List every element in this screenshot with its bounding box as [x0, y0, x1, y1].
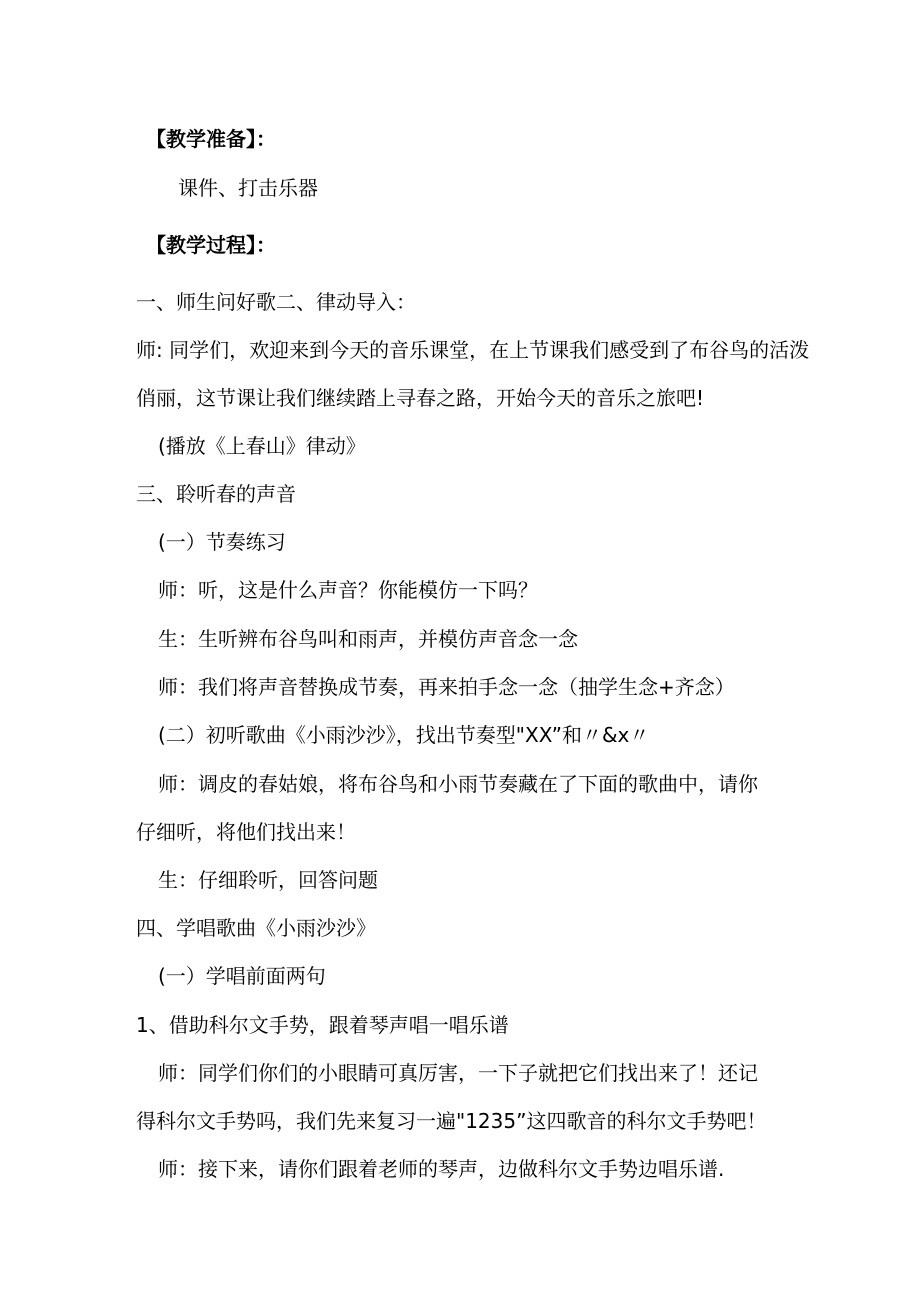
- paragraph-line: 师: 同学们，欢迎来到今天的音乐课堂，在上节课我们感受到了布谷鸟的活泼: [136, 338, 810, 362]
- paragraph-line: 得科尔文手势吗，我们先来复习一遍"1235”这四歌音的科尔文手势吧！: [136, 1109, 767, 1133]
- paragraph-line: 师：调皮的春姑娘，将布谷鸟和小雨节奏藏在了下面的歌曲中，请你: [158, 772, 758, 796]
- subsection-heading: (二）初听歌曲《小雨沙沙》，找出节奏型"XX”和〃&x〃: [158, 723, 650, 747]
- section-four: 四、学唱歌曲《小雨沙沙》: [136, 916, 376, 940]
- preparation-materials: 课件、打击乐器: [178, 176, 318, 200]
- paragraph-line: 俏丽，这节课让我们继续踏上寻春之路，开始今天的音乐之旅吧!: [136, 386, 705, 410]
- paragraph-line: 师：接下来，请你们跟着老师的琴声，边做科尔文手势边唱乐谱.: [158, 1157, 725, 1181]
- paragraph-line: 师：我们将声音替换成节奏，再来拍手念一念（抽学生念+齐念）: [158, 675, 735, 699]
- paragraph-line: (播放《上春山》律动》: [158, 434, 366, 458]
- heading-teaching-process: 【教学过程】：: [146, 233, 276, 257]
- subsection-heading: (一）学唱前面两句: [158, 964, 326, 988]
- paragraph-line: 仔细听，将他们找出来！: [136, 820, 356, 844]
- paragraph-line: 师：同学们你们的小眼睛可真厉害，一下子就把它们找出来了！还记: [158, 1061, 758, 1085]
- paragraph-line: 生：生听辨布谷鸟叫和雨声，并模仿声音念一念: [158, 627, 578, 651]
- section-one-two: 一、师生问好歌二、律动导入：: [136, 290, 416, 314]
- subsection-heading: (一）节奏练习: [158, 530, 286, 554]
- heading-teaching-preparation: 【教学准备】：: [146, 127, 276, 151]
- section-three: 三、聆听春的声音: [136, 482, 296, 506]
- paragraph-line: 生：仔细聆听，回答问题: [158, 868, 378, 892]
- paragraph-line: 1、借助科尔文手势，跟着琴声唱一唱乐谱: [136, 1013, 509, 1037]
- paragraph-line: 师：听，这是什么声音？你能模仿一下吗？: [158, 578, 538, 602]
